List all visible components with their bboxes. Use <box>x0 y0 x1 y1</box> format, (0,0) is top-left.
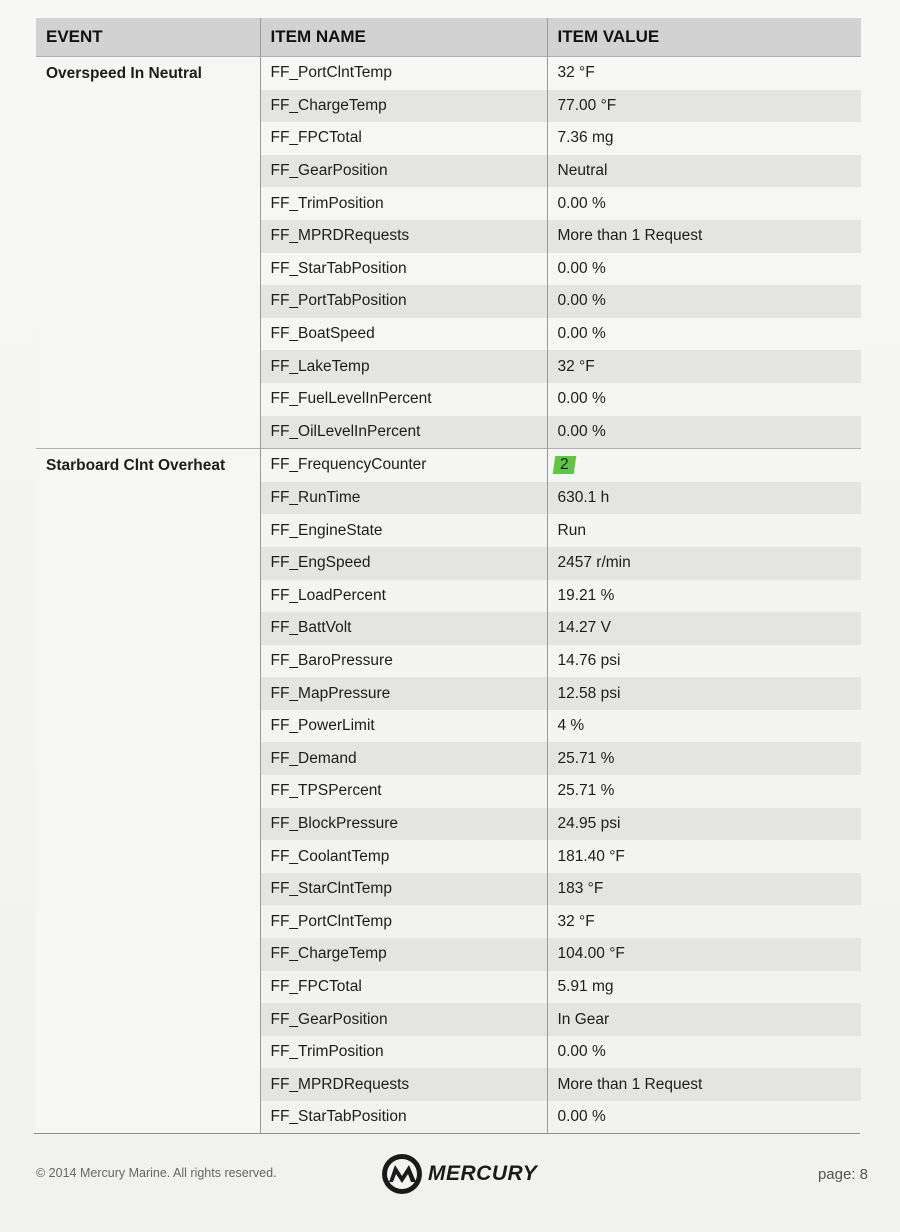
item-value: 77.00 °F <box>547 90 861 123</box>
item-value: 5.91 mg <box>547 971 861 1004</box>
mercury-logo-icon <box>380 1152 426 1196</box>
item-value: 0.00 % <box>547 383 861 416</box>
item-value: 104.00 °F <box>547 938 861 971</box>
item-value: 2457 r/min <box>547 547 861 580</box>
item-name: FF_ChargeTemp <box>260 90 547 123</box>
copyright-text: © 2014 Mercury Marine. All rights reserved. <box>36 1166 277 1180</box>
item-value: 12.58 psi <box>547 677 861 710</box>
table-row <box>36 57 861 90</box>
item-name: FF_PortClntTemp <box>260 57 547 90</box>
item-value: 32 °F <box>547 905 861 938</box>
item-name: FF_CoolantTemp <box>260 840 547 873</box>
header-item-name: ITEM NAME <box>260 18 547 57</box>
item-name: FF_EngSpeed <box>260 547 547 580</box>
item-value: More than 1 Request <box>547 1068 861 1101</box>
item-name: FF_MPRDRequests <box>260 220 547 253</box>
item-name: FF_StarTabPosition <box>260 1101 547 1134</box>
event-table <box>36 18 861 1134</box>
table-header-row <box>36 18 861 57</box>
item-name: FF_EngineState <box>260 514 547 547</box>
event-name: Starboard Clnt Overheat <box>36 449 260 1134</box>
item-name: FF_LakeTemp <box>260 350 547 383</box>
highlighted-value: 2 <box>559 456 569 474</box>
item-name: FF_MPRDRequests <box>260 1068 547 1101</box>
event-name: Overspeed In Neutral <box>36 57 260 449</box>
item-value: 630.1 h <box>547 482 861 515</box>
item-value: 0.00 % <box>547 318 861 351</box>
item-name: FF_MapPressure <box>260 677 547 710</box>
item-value: 4 % <box>547 710 861 743</box>
item-name: FF_BattVolt <box>260 612 547 645</box>
item-name: FF_ChargeTemp <box>260 938 547 971</box>
header-event: EVENT <box>36 18 260 57</box>
item-name: FF_PortTabPosition <box>260 285 547 318</box>
item-value: 19.21 % <box>547 580 861 613</box>
mercury-logo <box>380 1152 537 1196</box>
item-value: 0.00 % <box>547 285 861 318</box>
item-value: 7.36 mg <box>547 122 861 155</box>
header-item-value: ITEM VALUE <box>547 18 861 57</box>
item-name: FF_GearPosition <box>260 1003 547 1036</box>
table-row <box>36 449 861 482</box>
item-value: 0.00 % <box>547 1036 861 1069</box>
item-name: FF_PortClntTemp <box>260 905 547 938</box>
footer-divider <box>34 1133 860 1134</box>
page-number: page: 8 <box>817 1166 868 1183</box>
item-name: FF_FPCTotal <box>260 122 547 155</box>
item-value: 32 °F <box>547 350 861 383</box>
item-name: FF_FuelLevelInPercent <box>260 383 547 416</box>
item-value: 25.71 % <box>547 742 861 775</box>
item-name: FF_StarTabPosition <box>260 253 547 286</box>
item-value: 0.00 % <box>547 416 861 449</box>
item-value: 14.76 psi <box>547 645 861 678</box>
table-body <box>36 57 861 1134</box>
item-name: FF_TrimPosition <box>260 187 547 220</box>
item-name: FF_BaroPressure <box>260 645 547 678</box>
item-value: Neutral <box>547 155 861 188</box>
item-value: 14.27 V <box>547 612 861 645</box>
item-name: FF_BlockPressure <box>260 808 547 841</box>
mercury-logo-wordmark: MERCURY <box>428 1162 538 1185</box>
item-value <box>547 449 861 482</box>
item-name: FF_GearPosition <box>260 155 547 188</box>
item-name: FF_LoadPercent <box>260 580 547 613</box>
item-value: 24.95 psi <box>547 808 861 841</box>
item-name: FF_TrimPosition <box>260 1036 547 1069</box>
item-name: FF_StarClntTemp <box>260 873 547 906</box>
item-value: In Gear <box>547 1003 861 1036</box>
item-value: 183 °F <box>547 873 861 906</box>
item-name: FF_FPCTotal <box>260 971 547 1004</box>
item-name: FF_OilLevelInPercent <box>260 416 547 449</box>
item-value: 0.00 % <box>547 1101 861 1134</box>
item-name: FF_TPSPercent <box>260 775 547 808</box>
item-value: 0.00 % <box>547 187 861 220</box>
item-name: FF_BoatSpeed <box>260 318 547 351</box>
item-name: FF_Demand <box>260 742 547 775</box>
highlighter-mark <box>552 456 575 474</box>
item-value: 181.40 °F <box>547 840 861 873</box>
item-name: FF_FrequencyCounter <box>260 449 547 482</box>
item-value: 25.71 % <box>547 775 861 808</box>
item-value: 32 °F <box>547 57 861 90</box>
item-value: Run <box>547 514 861 547</box>
item-value: 0.00 % <box>547 253 861 286</box>
item-value: More than 1 Request <box>547 220 861 253</box>
item-name: FF_PowerLimit <box>260 710 547 743</box>
item-name: FF_RunTime <box>260 482 547 515</box>
